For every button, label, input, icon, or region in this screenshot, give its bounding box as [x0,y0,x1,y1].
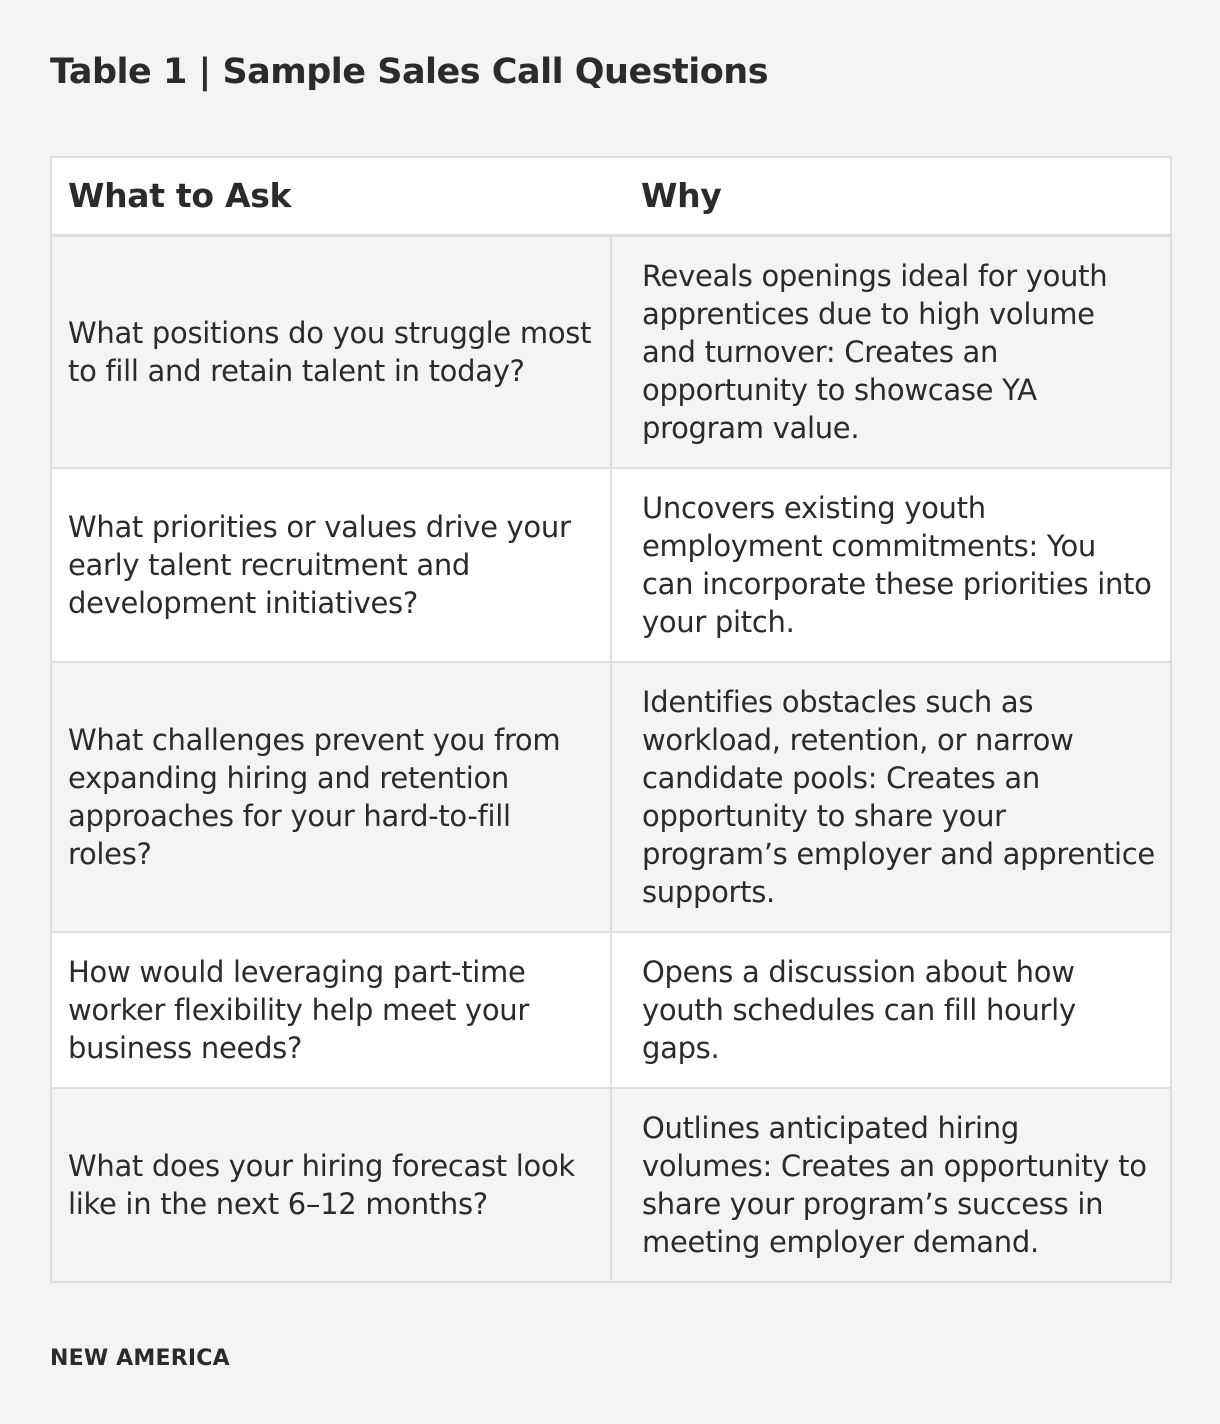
question-cell: What priorities or values drive your early talent recruitment and development initiatives? [51,468,611,662]
reason-cell: Identifies obstacles such as workload, retention, or narrow candidate pools: Creates an opportunity to share your program’s employer and apprentice supports. [611,662,1171,932]
table-body [51,235,1171,1282]
publisher-credit: NEW AMERICA [50,1346,230,1371]
table-row [51,932,1171,1088]
reason-cell: Uncovers existing youth employment commitments: You can incorporate these priorities into your pitch. [611,468,1171,662]
header-row [51,157,1171,235]
table-row [51,235,1171,468]
reason-cell: Outlines anticipated hiring volumes: Creates an opportunity to share your program’s success in meeting employer demand. [611,1088,1171,1282]
column-header-why: Why [611,157,1171,235]
table-row [51,662,1171,932]
table-header [51,157,1171,235]
page-title: Table 1 | Sample Sales Call Questions [50,52,769,92]
reason-cell: Opens a discussion about how youth schedules can fill hourly gaps. [611,932,1171,1088]
question-cell: What does your hiring forecast look like in the next 6–12 months? [51,1088,611,1282]
question-cell: What challenges prevent you from expanding hiring and retention approaches for your hard-to-fill roles? [51,662,611,932]
questions-table-container [50,156,1170,1283]
reason-cell: Reveals openings ideal for youth apprentices due to high volume and turnover: Creates an opportunity to showcase YA program value. [611,235,1171,468]
question-cell: How would leveraging part-time worker flexibility help meet your business needs? [51,932,611,1088]
question-cell: What positions do you struggle most to fill and retain talent in today? [51,235,611,468]
table-row [51,468,1171,662]
table-row [51,1088,1171,1282]
sales-call-questions-table [50,156,1172,1283]
column-header-what-to-ask: What to Ask [51,157,611,235]
